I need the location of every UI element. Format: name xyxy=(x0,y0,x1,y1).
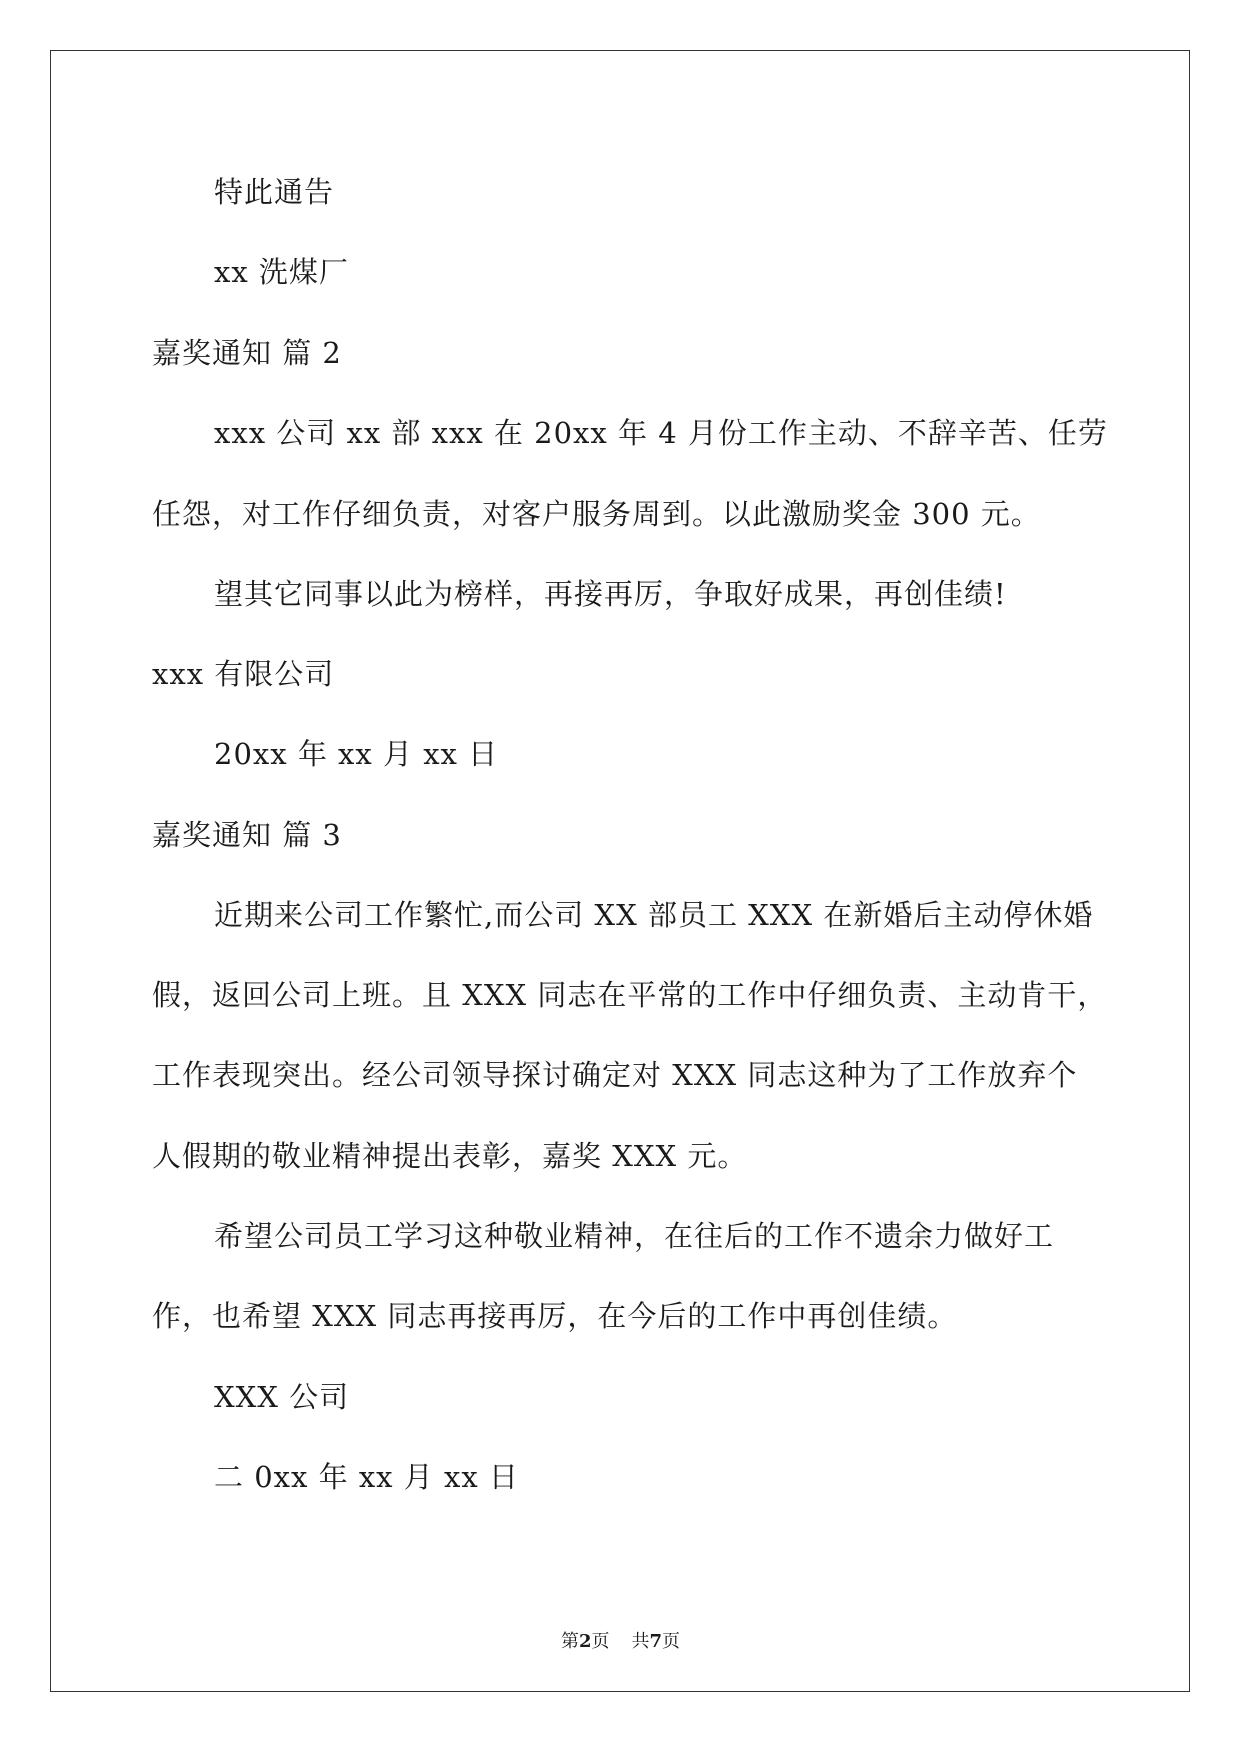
closing-notice: 特此通告 xyxy=(214,175,335,209)
section-heading-2: 嘉奖通知 篇 2 xyxy=(152,336,342,370)
paragraph-line: 近期来公司工作繁忙,而公司 XX 部员工 XXX 在新婚后主动停休婚 xyxy=(214,898,1094,932)
signature-company: XXX 公司 xyxy=(214,1380,350,1414)
page-frame xyxy=(50,50,1190,1692)
signature-company: xxx 有限公司 xyxy=(152,657,335,691)
signature-washery: xx 洗煤厂 xyxy=(214,255,349,289)
paragraph-line: 作，也希望 XXX 同志再接再厉，在今后的工作中再创佳绩。 xyxy=(152,1299,958,1333)
page-footer xyxy=(0,1631,1241,1653)
paragraph-line: 人假期的敬业精神提出表彰，嘉奖 XXX 元。 xyxy=(152,1139,748,1173)
paragraph-line: 工作表现突出。经公司领导探讨确定对 XXX 同志这种为了工作放弃个 xyxy=(152,1058,1078,1092)
paragraph-line: 假，返回公司上班。且 XXX 同志在平常的工作中仔细负责、主动肯干， xyxy=(152,978,1108,1012)
page-suffix: 页 xyxy=(591,1631,610,1652)
total-prefix: 共 xyxy=(631,1631,650,1652)
paragraph-line: 任怨，对工作仔细负责，对客户服务周到。以此激励奖金 300 元。 xyxy=(152,497,1041,531)
signature-date: 20xx 年 xx 月 xx 日 xyxy=(214,737,499,771)
paragraph-line: 望其它同事以此为榜样，再接再厉，争取好成果，再创佳绩! xyxy=(214,577,1007,611)
paragraph-line: 希望公司员工学习这种敬业精神，在往后的工作不遗余力做好工 xyxy=(214,1219,1055,1253)
total-pages: 7 xyxy=(649,1631,663,1652)
signature-date: 二 0xx 年 xx 月 xx 日 xyxy=(214,1460,519,1494)
page-number: 2 xyxy=(578,1631,592,1652)
page-prefix: 第 xyxy=(560,1631,579,1652)
section-heading-3: 嘉奖通知 篇 3 xyxy=(152,818,342,852)
paragraph-line: xxx 公司 xx 部 xxx 在 20xx 年 4 月份工作主动、不辞辛苦、任劳 xyxy=(214,416,1108,450)
total-suffix: 页 xyxy=(662,1631,681,1652)
